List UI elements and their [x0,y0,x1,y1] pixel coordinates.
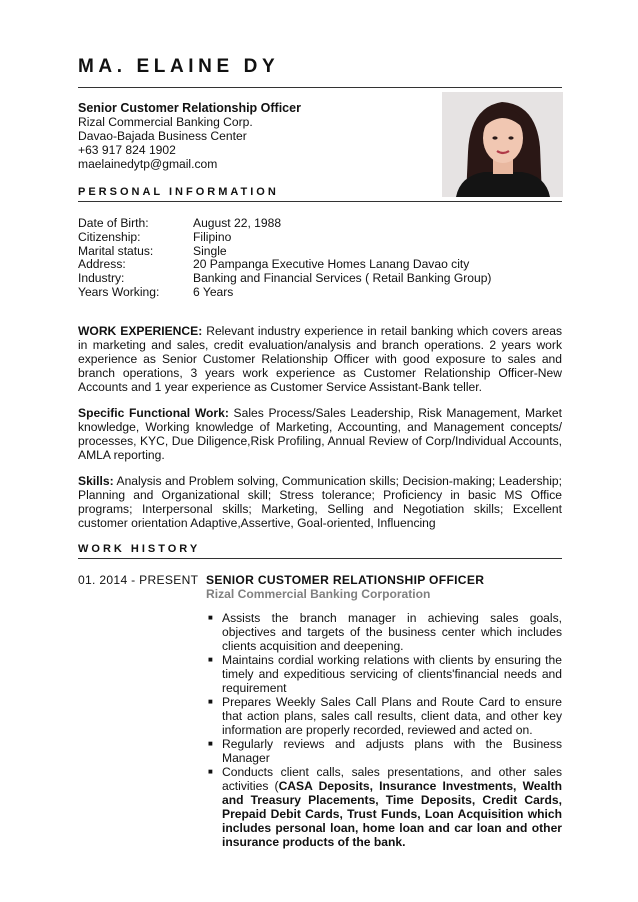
bullet-square-icon: ■ [208,767,213,776]
info-row-citizenship [78,230,491,244]
responsibility-products-text: CASA Deposits, Insurance Investments, Wealth and Treasury Placements, Time Deposits, Credit Cards, Prepaid Debit Cards, Trust Funds, Loan Acquisition which includes personal loan, home loan and car loan and other insurance products of the bank. [222,779,562,849]
responsibility-text: Prepares Weekly Sales Call Plans and Route Card to ensure that action plans, sales call results, client data, and other key information are properly recorded, reviewed and acted on. [222,695,562,737]
work-history-divider [78,558,562,559]
company-name: Rizal Commercial Banking Corp. [78,115,253,129]
functional-work-text: Sales Process/Sales Leadership, Risk Management, Market knowledge, Working knowledge of Marketing, Accounting, and Management concepts/ processes, KYC, Due Diligence,Risk Profiling, Annual Review of Corp/Individual Accounts, AMLA reporting. [78,406,562,462]
job-title: Senior Customer Relationship Officer [78,101,301,115]
email-address: maelainedytp@gmail.com [78,157,218,171]
portrait-illustration [442,92,563,197]
work-history-heading: WORK HISTORY [78,543,201,555]
info-row-address [78,257,491,271]
info-value: 6 Years [193,284,234,299]
personal-info-divider [78,201,562,202]
functional-work-label: Specific Functional Work: [78,406,229,420]
info-value: 20 Pampanga Executive Homes Lanang Davao city [193,257,470,272]
info-row-years-working [78,285,491,299]
work-experience-text: Relevant industry experience in retail banking which covers areas in marketing and sales, credit evaluation/analysis and branch operations. 2 years work experience as Senior Customer Relationship Officer with good exposure to sales and branch operations, 3 years work experience as Customer Relationship Officer-New Accounts and 1 year experience as Customer Service Assistant-Bank teller. [78,324,562,394]
candidate-name: MA. ELAINE DY [78,56,280,77]
personal-info-heading: PERSONAL INFORMATION [78,186,279,198]
responsibility-text: Maintains cordial working relations with clients by ensuring the timely and expeditious servicing of clients'financial needs and requirement [222,653,562,695]
work-experience-paragraph [78,324,562,394]
info-label: Years Working: [78,284,160,299]
phone-number: +63 917 824 1902 [78,143,176,157]
skills-text: Analysis and Problem solving, Communication skills; Decision-making; Leadership; Planning and Organizational skill; Stress tolerance; Proficiency in basic MS Office programs; Interpersonal skills; Marketing, Selling and Negotiation skills; Excellent customer orientation Adaptive,Assertive, Goal-oriented, Influencing [78,474,562,530]
info-label: Industry: [78,271,125,286]
info-row-industry [78,271,491,285]
functional-work-paragraph [78,406,562,462]
responsibility-text: Conducts client calls, sales presentations, and other sales activities ( [222,765,562,793]
info-label: Citizenship: [78,229,141,244]
personal-info-table [78,216,491,299]
bullet-square-icon: ■ [208,613,213,622]
info-row-dob [78,216,491,230]
bullet-square-icon: ■ [208,739,213,748]
bullet-square-icon: ■ [208,655,213,664]
responsibility-text: Regularly reviews and adjusts plans with the Business Manager [222,737,562,765]
list-item [206,695,562,737]
skills-label: Skills: [78,474,114,488]
employment-dates: 01. 2014 - PRESENT [78,573,199,587]
branch-location: Davao-Bajada Business Center [78,129,247,143]
info-label: Marital status: [78,243,154,258]
list-item [206,737,562,765]
work-experience-label: WORK EXPERIENCE: [78,324,203,338]
responsibility-text: Assists the branch manager in achieving sales goals, objectives and targets of the business center which includes clients acquisition and deepening. [222,611,562,653]
info-label: Address: [78,257,126,272]
bullet-square-icon: ■ [208,697,213,706]
list-item [206,653,562,695]
list-item [206,611,562,653]
contact-block [78,101,301,171]
info-value: August 22, 1988 [193,216,282,230]
list-item [206,765,562,849]
info-value: Filipino [193,229,232,244]
profile-photo [442,92,563,197]
skills-paragraph [78,474,562,530]
employer-name: Rizal Commercial Banking Corporation [206,587,431,601]
info-value: Banking and Financial Services ( Retail Banking Group) [193,271,492,286]
info-value: Single [193,243,227,258]
header-divider [78,87,562,88]
info-label: Date of Birth: [78,216,149,230]
employment-role: SENIOR CUSTOMER RELATIONSHIP OFFICER [206,573,485,587]
responsibilities-list [206,611,562,849]
info-row-marital-status [78,244,491,258]
